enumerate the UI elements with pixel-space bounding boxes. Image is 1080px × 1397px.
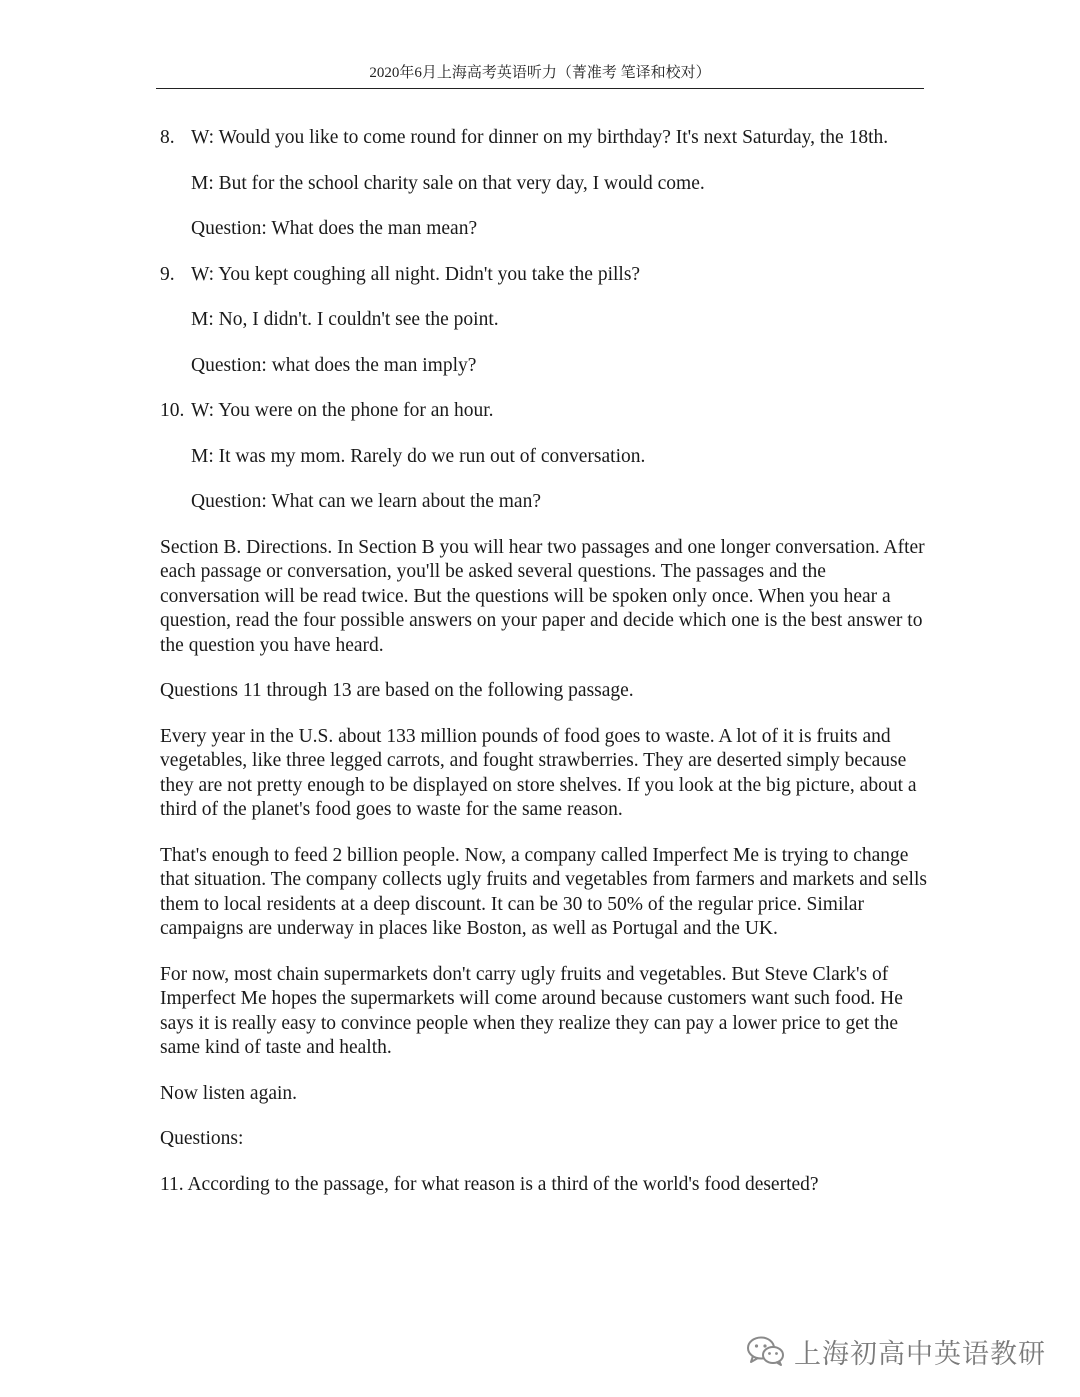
passage-paragraph-1: Every year in the U.S. about 133 million pounds of food goes to waste. A lot of it is fruits and vegetables, like three legged carrots, and fought strawberries. They are deserted simply because they are not pretty enough to be displayed on store shelves. If you look at the big picture, about a third of the planet's food goes to waste for the same reason.: [160, 725, 917, 820]
listen-again-note: Now listen again.: [160, 1082, 298, 1104]
document-body: [160, 126, 930, 1218]
question-10-man: M: It was my mom. Rarely do we run out of conversation.: [191, 445, 646, 467]
watermark: [746, 1333, 1046, 1369]
wechat-icon: [746, 1335, 786, 1367]
questions-label: Questions:: [160, 1128, 244, 1149]
question-8-prompt: Question: What does the man mean?: [191, 218, 478, 239]
question-11: 11. According to the passage, for what reason is a third of the world's food deserted?: [160, 1173, 819, 1195]
section-b-directions: Section B. Directions. In Section B you will hear two passages and one longer conversation. After each passage or conversation, you'll be asked several questions. The passages and the conversation will be read twice. But the questions will be spoken only once. When you hear a question, read the four possible answers on your paper and decide which one is the best answer to the question you have heard.: [160, 536, 925, 656]
dialogue-line: W: Would you like to come round for dinner on my birthday? It's next Saturday, the 18th.: [191, 127, 889, 148]
dialogue-line: W: You kept coughing all night. Didn't you take the pills?: [191, 263, 641, 285]
question-9-man: M: No, I didn't. I couldn't see the point.: [191, 309, 499, 330]
watermark-text: 上海初高中英语教研: [794, 1338, 1046, 1370]
passage-paragraph-2: That's enough to feed 2 billion people. Now, a company called Imperfect Me is trying to change that situation. The company collects ugly fruits and vegetables from farmers and markets and sells them to local residents at a deep discount. It can be 30 to 50% of the regular price. Similar campaigns are underway in places like Boston, as well as Portugal and the UK.: [160, 844, 927, 939]
question-number: 9.: [160, 263, 175, 285]
question-9-woman: [160, 263, 930, 288]
passage-intro: Questions 11 through 13 are based on the following passage.: [160, 680, 634, 701]
header-title: 2020年6月上海高考英语听力（菁准考 笔译和校对）: [369, 65, 711, 81]
question-10-woman: [160, 399, 930, 424]
dialogue-line: W: You were on the phone for an hour.: [191, 400, 494, 421]
question-8-woman: [160, 126, 930, 151]
question-number: 10.: [160, 400, 185, 421]
question-10-prompt: Question: What can we learn about the man?: [191, 491, 541, 512]
passage-paragraph-3: For now, most chain supermarkets don't carry ugly fruits and vegetables. But Steve Clark's of Imperfect Me hopes the supermarkets will come around because customers want such food. He says it is really easy to convince people when they realize they can pay a lower price to get the same kind of taste and health.: [160, 963, 903, 1058]
page-header: [156, 62, 924, 89]
question-8-man: M: But for the school charity sale on that very day, I would come.: [191, 172, 705, 194]
question-9-prompt: Question: what does the man imply?: [191, 354, 477, 376]
question-number: 8.: [160, 127, 175, 148]
